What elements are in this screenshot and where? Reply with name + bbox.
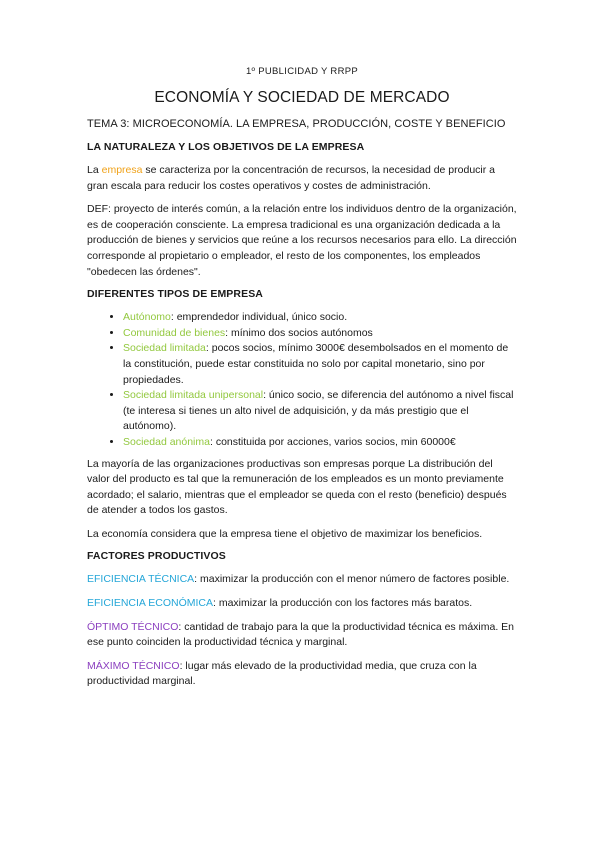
- list-item: [123, 310, 517, 326]
- definition-term: EFICIENCIA ECONÓMICA: [87, 597, 214, 610]
- document-page: [87, 66, 517, 698]
- company-types-list: [87, 310, 517, 450]
- paragraph-definition: DEF: proyecto de interés común, a la relación entre los individuos dentro de la organización, es de cooperación consciente. La empresa tradicional es una organización dedicada a la producción de bienes y servicios que reúne a los recursos necesarios para ello. La dirección corresponde al propietario o empleador, el resto de los componentes, los empleados "obedecen las órdenes".: [87, 203, 517, 278]
- section-heading-factores: FACTORES PRODUCTIVOS: [87, 550, 226, 563]
- list-item-term: Autónomo: [123, 311, 171, 324]
- list-item-term: Sociedad limitada: [123, 342, 206, 355]
- paragraph-organizaciones: La mayoría de las organizaciones productivas son empresas porque La distribución del valor del producto es tal que la remuneración de los empleados es un monto previamente acordado; el salario, mientras que el empleador se queda con el resto (beneficio) después de atender a todos los gastos.: [87, 457, 507, 517]
- list-item-term: Sociedad anónima: [123, 435, 210, 448]
- paragraph-empresa-intro: [87, 163, 517, 194]
- list-item-term: Sociedad limitada unipersonal: [123, 389, 264, 402]
- list-item-desc: : mínimo dos socios autónomos: [225, 326, 373, 339]
- list-item: [123, 388, 517, 435]
- definition-term: ÓPTIMO TÉCNICO: [87, 620, 179, 633]
- highlighted-term-empresa: empresa: [101, 164, 143, 176]
- definition-term: MÁXIMO TÉCNICO: [87, 659, 180, 672]
- list-item-desc: : constituida por acciones, varios socios, min 60000€: [209, 435, 456, 448]
- definition-eficiencia-economica: [87, 596, 517, 612]
- definition-desc: : maximizar la producción con los factores más baratos.: [213, 597, 473, 610]
- definition-desc: : maximizar la producción con el menor número de factores posible.: [194, 573, 510, 586]
- document-title: ECONOMÍA Y SOCIEDAD DE MERCADO: [154, 89, 450, 106]
- section-heading-tipos: DIFERENTES TIPOS DE EMPRESA: [87, 288, 263, 301]
- list-item: [123, 435, 517, 451]
- list-item-desc: : único socio, se diferencia del autónomo a nivel fiscal (te interesa si tienes un alto nivel de adquisición, y da más prestigio que el autónomo).: [123, 389, 514, 433]
- list-item-term: Comunidad de bienes: [123, 326, 226, 339]
- list-item-desc: : pocos socios, mínimo 3000€ desembolsados en el momento de la constitución, puede estar constituida no solo por capital monetario, sino por propiedades.: [123, 342, 509, 386]
- definition-eficiencia-tecnica: [87, 572, 517, 588]
- definition-term: EFICIENCIA TÉCNICA: [87, 573, 195, 586]
- list-item-desc: : emprendedor individual, único socio.: [170, 311, 348, 324]
- definition-desc: : lugar más elevado de la productividad media, que cruza con la productividad marginal.: [87, 659, 477, 688]
- course-label: 1º PUBLICIDAD Y RRPP: [245, 66, 359, 77]
- definition-optimo-tecnico: [87, 620, 517, 651]
- definition-maximo-tecnico: [87, 659, 517, 690]
- text-run: se caracteriza por la concentración de recursos, la necesidad de producir a gran escala para reducir los costes operativos y costes de administración.: [87, 164, 495, 192]
- topic-title: TEMA 3: MICROECONOMÍA. LA EMPRESA, PRODUCCIÓN, COSTE Y BENEFICIO: [87, 118, 506, 130]
- text-run: La: [87, 164, 102, 176]
- list-item: [123, 326, 517, 342]
- definition-desc: : cantidad de trabajo para la que la productividad técnica es máxima. En ese punto coinciden la productividad técnica y marginal.: [87, 620, 515, 649]
- list-item: [123, 341, 517, 388]
- paragraph-objetivo: La economía considera que la empresa tiene el objetivo de maximizar los beneficios.: [87, 527, 483, 540]
- section-heading-naturaleza: LA NATURALEZA Y LOS OBJETIVOS DE LA EMPRESA: [87, 141, 365, 153]
